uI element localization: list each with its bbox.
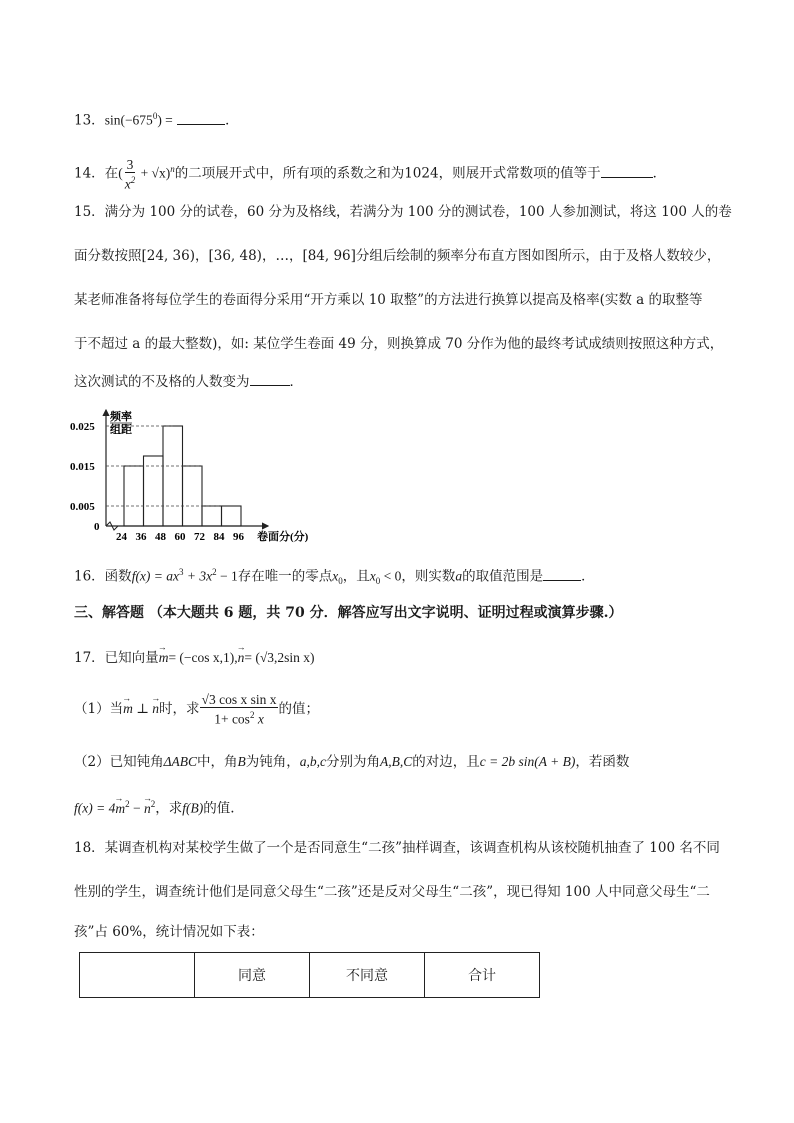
y-label-top: 频率 (110, 411, 132, 423)
question-18-line-2: 性别的学生，调查统计他们是同意父母生“二孩”还是反对父母生“二孩”，现已得知 100 人中同意父母生“二 (74, 884, 710, 900)
degree-sup: 0 (152, 111, 158, 121)
table-header-cell: 不同意 (310, 953, 425, 998)
question-number: 13． (74, 112, 105, 129)
question-15-line-4: 于不超过 a 的最大整数)，如: 某位学生卷面 49 分，则换算成 70 分作为他的最终考试成绩则按照这种方式， (74, 336, 724, 352)
histogram-bar (124, 466, 144, 526)
y-label-bottom: 组距 (110, 424, 132, 436)
section-3-heading: 三、解答题 （本大题共 6 题，共 70 分．解答应写出文字说明、证明过程或演算步骤.） (74, 605, 623, 621)
question-13 (74, 106, 239, 131)
question-17-part-1: （1）当→ m ⊥ → n时，求 $\frac{\text{√3 cos x sin x}}{1+ \cos^2 x}$ 的值； (74, 692, 319, 727)
expression-close: ) = (157, 112, 173, 128)
expression: sin(−675 (104, 112, 153, 128)
histogram-bar (222, 506, 242, 526)
question-17: 17．已知向量→ m= (−cos x,1),→ n= (√3,2sin x) (74, 648, 315, 668)
fraction: $\frac{\text{√3 cos x sin x}}{1+ \cos^2 x}$ (201, 692, 277, 727)
question-15-line-3: 某老师准备将每位学生的卷面得分采用“开方乘以 10 取整”的方法进行换算以提高及格率(实数 a 的取整等 (74, 292, 703, 308)
question-18-line-3: 孩”占 60%，统计情况如下表： (74, 924, 264, 940)
answer-blank[interactable] (250, 373, 290, 386)
histogram-bar (183, 466, 203, 526)
function-expr: f(x) = ax (131, 568, 180, 584)
x-label: 卷面分(分) (257, 531, 308, 543)
table-header-row (80, 953, 540, 998)
question-17-part-2: （2）已知钝角ΔABC中，角B为钝角，a,b,c分别为角A,B,C的对边，且c = 2b sin(A + B)，若函数 (74, 754, 630, 770)
question-17-part-2-cont: $f(x) = 4\to m^2$ − → $n^2$，求f(B)的值. (74, 794, 235, 819)
table-header-cell (80, 953, 195, 998)
period: ． (225, 112, 239, 129)
answer-blank[interactable] (601, 165, 653, 178)
question-15-line-1: 15．满分为 100 分的试卷，60 分为及格线，若满分为 100 分的测试卷，100 人参加测试，将这 100 人的卷 (74, 204, 732, 220)
fraction: $\frac{3}{x^2}$ (124, 156, 136, 192)
question-text: 的二项展开式中，所有项的系数之和为1024，则展开式常数项的值等于 (174, 165, 601, 182)
y-tick-label: 0.025 (70, 421, 95, 433)
histogram-bar (144, 456, 164, 526)
exponent: n (170, 164, 175, 174)
question-14: 14．在( $\frac{3}{x^2}$ + √x)$^n$的二项展开式中，所有项的系数之和为1024，则展开式常数项的值等于 ． (74, 156, 667, 192)
question-16: 16．函数$f(x) = ax^3 + 3x^2 - 1$存在唯一的零点$x_0$，且$x_0 < 0$，则实数a的取值范围是 ． (74, 567, 595, 587)
x-tick-label: 48 (155, 531, 166, 543)
statistics-table (79, 952, 540, 998)
question-18-line-1: 18．某调查机构对某校学生做了一个是否同意生“二孩”抽样调查，该调查机构从该校随机抽查了 100 名不同 (74, 840, 720, 856)
question-15-line-2: 面分数按照[24, 36)，[36, 48)，…，[84, 96]分组后绘制的频率分布直方图如图所示，由于及格人数较少， (74, 248, 721, 264)
frequency-histogram (68, 402, 308, 552)
table-header-cell: 同意 (195, 953, 310, 998)
x-tick-label: 96 (233, 531, 244, 543)
x-tick-label: 24 (116, 531, 127, 543)
x-tick-label: 60 (174, 531, 186, 543)
expression: + √x (137, 165, 166, 181)
table-header-cell: 合计 (425, 953, 540, 998)
y-tick-label: 0.015 (70, 461, 95, 473)
question-15-line-5: 这次测试的不及格的人数变为 ． (74, 374, 303, 390)
histogram-bar (163, 426, 183, 526)
histogram-bar (202, 506, 222, 526)
question-number: 14．在 (74, 165, 119, 182)
x-tick-label: 84 (213, 531, 225, 543)
x-tick-label: 36 (135, 531, 147, 543)
answer-blank[interactable] (543, 568, 581, 581)
answer-blank[interactable] (177, 112, 225, 125)
x-tick-label: 72 (194, 531, 205, 543)
y-tick-label: 0.005 (70, 501, 95, 513)
y-tick-label: 0 (94, 521, 100, 533)
